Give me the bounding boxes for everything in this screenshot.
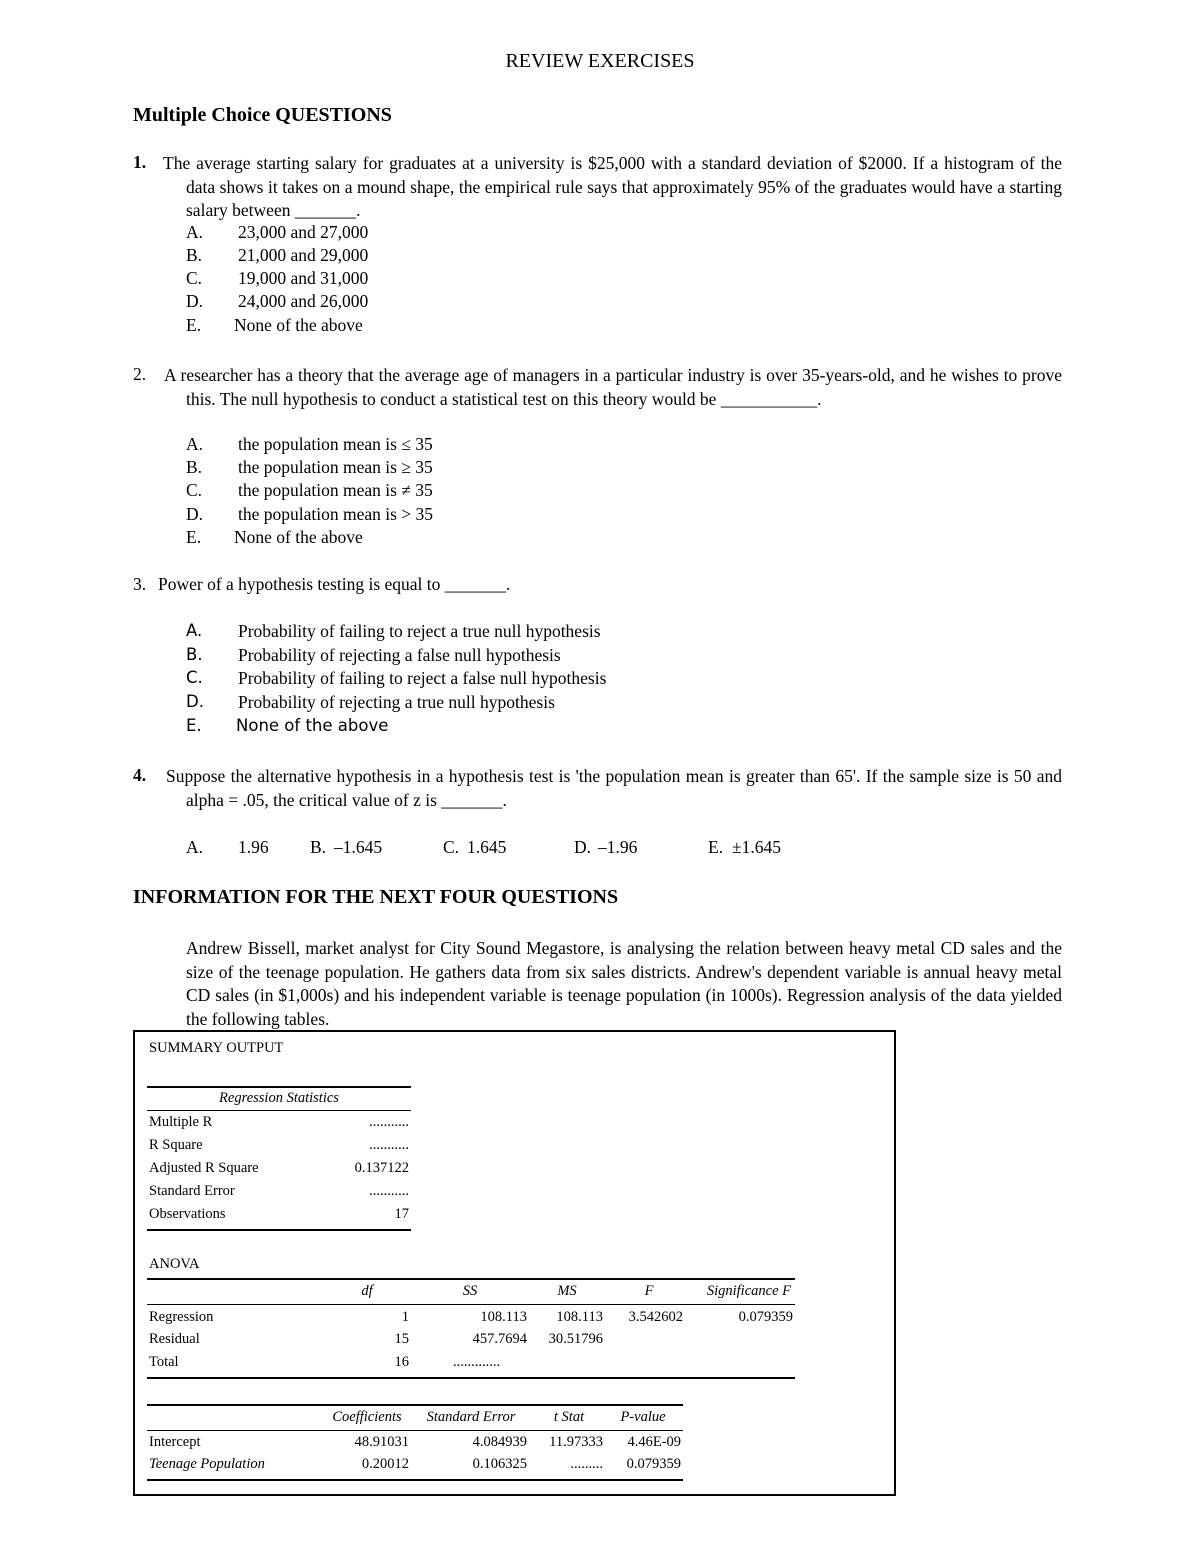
anova-cell: 30.51796 — [548, 1331, 603, 1347]
table-rule — [147, 1229, 411, 1231]
question-text: Power of a hypothesis testing is equal to _______. — [158, 574, 511, 594]
option-letter: E. — [186, 527, 202, 547]
anova-row-label: Residual — [149, 1331, 200, 1347]
table-rule — [147, 1110, 411, 1111]
option-letter: B. — [186, 457, 203, 477]
coef-cell: 11.97333 — [549, 1434, 603, 1450]
option-letter: C. — [186, 668, 203, 687]
table-rule — [147, 1430, 683, 1431]
option-letter: E. — [186, 315, 202, 335]
anova-cell: ............. — [453, 1354, 501, 1370]
anova-row-label: Total — [149, 1354, 179, 1370]
stat-label: Observations — [149, 1206, 226, 1222]
coef-cell: 0.106325 — [472, 1456, 527, 1472]
option-letter: C. — [186, 268, 203, 288]
section-heading-info: INFORMATION FOR THE NEXT FOUR QUESTIONS — [133, 886, 619, 908]
anova-cell: 108.113 — [556, 1309, 603, 1325]
anova-cell: 457.7694 — [472, 1331, 527, 1347]
anova-cell: 16 — [394, 1354, 409, 1370]
coef-col-header: P-value — [620, 1409, 666, 1425]
option-text: 1.96 — [238, 837, 269, 857]
option-text: 19,000 and 31,000 — [238, 268, 369, 288]
option-letter: B. — [186, 645, 203, 664]
option-text: 1.645 — [467, 837, 507, 857]
stat-label: R Square — [149, 1137, 203, 1153]
option-letter: D. — [186, 504, 204, 524]
stat-value: ........... — [369, 1137, 409, 1153]
anova-cell: 1 — [401, 1309, 409, 1325]
stat-value: ........... — [369, 1114, 409, 1130]
coef-cell: 0.079359 — [626, 1456, 681, 1472]
page-title: REVIEW EXERCISES — [505, 50, 695, 72]
info-paragraph: Andrew Bissell, market analyst for City Sound Megastore, is analysing the relation between heavy metal CD sales and the size of the teenage population. He gathers data from six sales districts. Andrew's dependent variable is annual heavy metal CD sales (in $1,000s) and his independent variable is teenage population (in 1000s). Regression analysis of the data yielded the following tables. — [186, 938, 1062, 1029]
table-rule — [147, 1304, 795, 1305]
regression-output-box — [133, 1030, 896, 1496]
anova-col-header: df — [361, 1283, 373, 1299]
option-text: Probability of failing to reject a false null hypothesis — [238, 668, 607, 688]
stat-label: Standard Error — [149, 1183, 235, 1199]
coef-col-header: Standard Error — [426, 1409, 516, 1425]
option-letter: D. — [574, 837, 592, 857]
question-text: The average starting salary for graduates at a university is $25,000 with a standard deviation of $2000. If a histogram of the data shows it takes on a mound shape, the empirical rule says that approximately 95% of the graduates would have a starting salary between _______. — [163, 153, 1062, 220]
option-text: Probability of rejecting a true null hypothesis — [238, 692, 555, 712]
option-text: the population mean is ≥ 35 — [238, 457, 433, 477]
coef-cell: ......... — [570, 1456, 603, 1472]
option-text: –1.96 — [598, 837, 638, 857]
coef-cell: 4.084939 — [472, 1434, 527, 1450]
option-letter: A. — [186, 837, 204, 857]
stat-value: ........... — [369, 1183, 409, 1199]
table-rule — [147, 1086, 411, 1088]
anova-heading: ANOVA — [149, 1256, 200, 1272]
anova-col-header: SS — [462, 1283, 478, 1299]
option-letter: D. — [186, 291, 204, 311]
option-letter: A. — [186, 621, 203, 640]
option-letter: B. — [310, 837, 327, 857]
anova-cell: 0.079359 — [738, 1309, 793, 1325]
option-letter: A. — [186, 222, 204, 242]
option-letter: E. — [708, 837, 724, 857]
option-text: the population mean is > 35 — [238, 504, 434, 524]
anova-col-header: F — [644, 1283, 654, 1299]
question-number: 4. — [133, 765, 147, 785]
option-letter: D. — [186, 692, 204, 711]
table-rule — [147, 1377, 795, 1379]
option-text: None of the above — [234, 315, 363, 335]
option-text: –1.645 — [334, 837, 383, 857]
option-letter: C. — [186, 480, 203, 500]
coef-row-label: Intercept — [149, 1434, 201, 1450]
coef-col-header: Coefficients — [332, 1409, 402, 1425]
anova-cell: 15 — [394, 1331, 409, 1347]
option-text: Probability of failing to reject a true null hypothesis — [238, 621, 601, 641]
question-number: 2. — [133, 364, 147, 384]
option-text: 23,000 and 27,000 — [238, 222, 369, 242]
stat-value: 17 — [394, 1206, 409, 1222]
option-text: the population mean is ≤ 35 — [238, 434, 433, 454]
coef-cell: 4.46E-09 — [627, 1434, 681, 1450]
option-text: None of the above — [236, 716, 389, 735]
table-rule — [147, 1479, 683, 1481]
stat-label: Multiple R — [149, 1114, 213, 1130]
option-text: 24,000 and 26,000 — [238, 291, 369, 311]
coef-row-label: Teenage Population — [149, 1456, 265, 1472]
summary-heading: SUMMARY OUTPUT — [149, 1040, 284, 1056]
section-heading-mc: Multiple Choice QUESTIONS — [133, 104, 392, 126]
coef-cell: 48.91031 — [354, 1434, 409, 1450]
anova-row-label: Regression — [149, 1309, 214, 1325]
option-letter: C. — [443, 837, 460, 857]
anova-cell: 3.542602 — [628, 1309, 683, 1325]
option-text: 21,000 and 29,000 — [238, 245, 369, 265]
option-letter: B. — [186, 245, 203, 265]
option-text: None of the above — [234, 527, 363, 547]
coef-cell: 0.20012 — [361, 1456, 409, 1472]
option-text: the population mean is ≠ 35 — [238, 480, 433, 500]
coef-col-header: t Stat — [553, 1409, 585, 1425]
table-rule — [147, 1278, 795, 1280]
question-number: 3. — [133, 574, 147, 594]
question-text: Suppose the alternative hypothesis in a hypothesis test is 'the population mean is greater than 65'. If the sample size is 50 and alpha = .05, the critical value of z is _______. — [166, 766, 1062, 810]
stat-label: Adjusted R Square — [149, 1160, 259, 1176]
question-number: 1. — [133, 152, 147, 172]
anova-cell: 108.113 — [480, 1309, 527, 1325]
question-text: A researcher has a theory that the average age of managers in a particular industry is over 35-years-old, and he wishes to prove this. The null hypothesis to conduct a statistical test on this theory would be ___________. — [164, 365, 1062, 409]
option-letter: A. — [186, 434, 204, 454]
reg-stats-title: Regression Statistics — [219, 1090, 339, 1106]
anova-col-header: MS — [557, 1283, 577, 1299]
option-text: ±1.645 — [732, 837, 781, 857]
anova-col-header: Significance F — [706, 1283, 791, 1299]
option-letter: E. — [186, 716, 202, 735]
stat-value: 0.137122 — [354, 1160, 409, 1176]
option-text: Probability of rejecting a false null hypothesis — [238, 645, 561, 665]
table-rule — [147, 1404, 683, 1406]
